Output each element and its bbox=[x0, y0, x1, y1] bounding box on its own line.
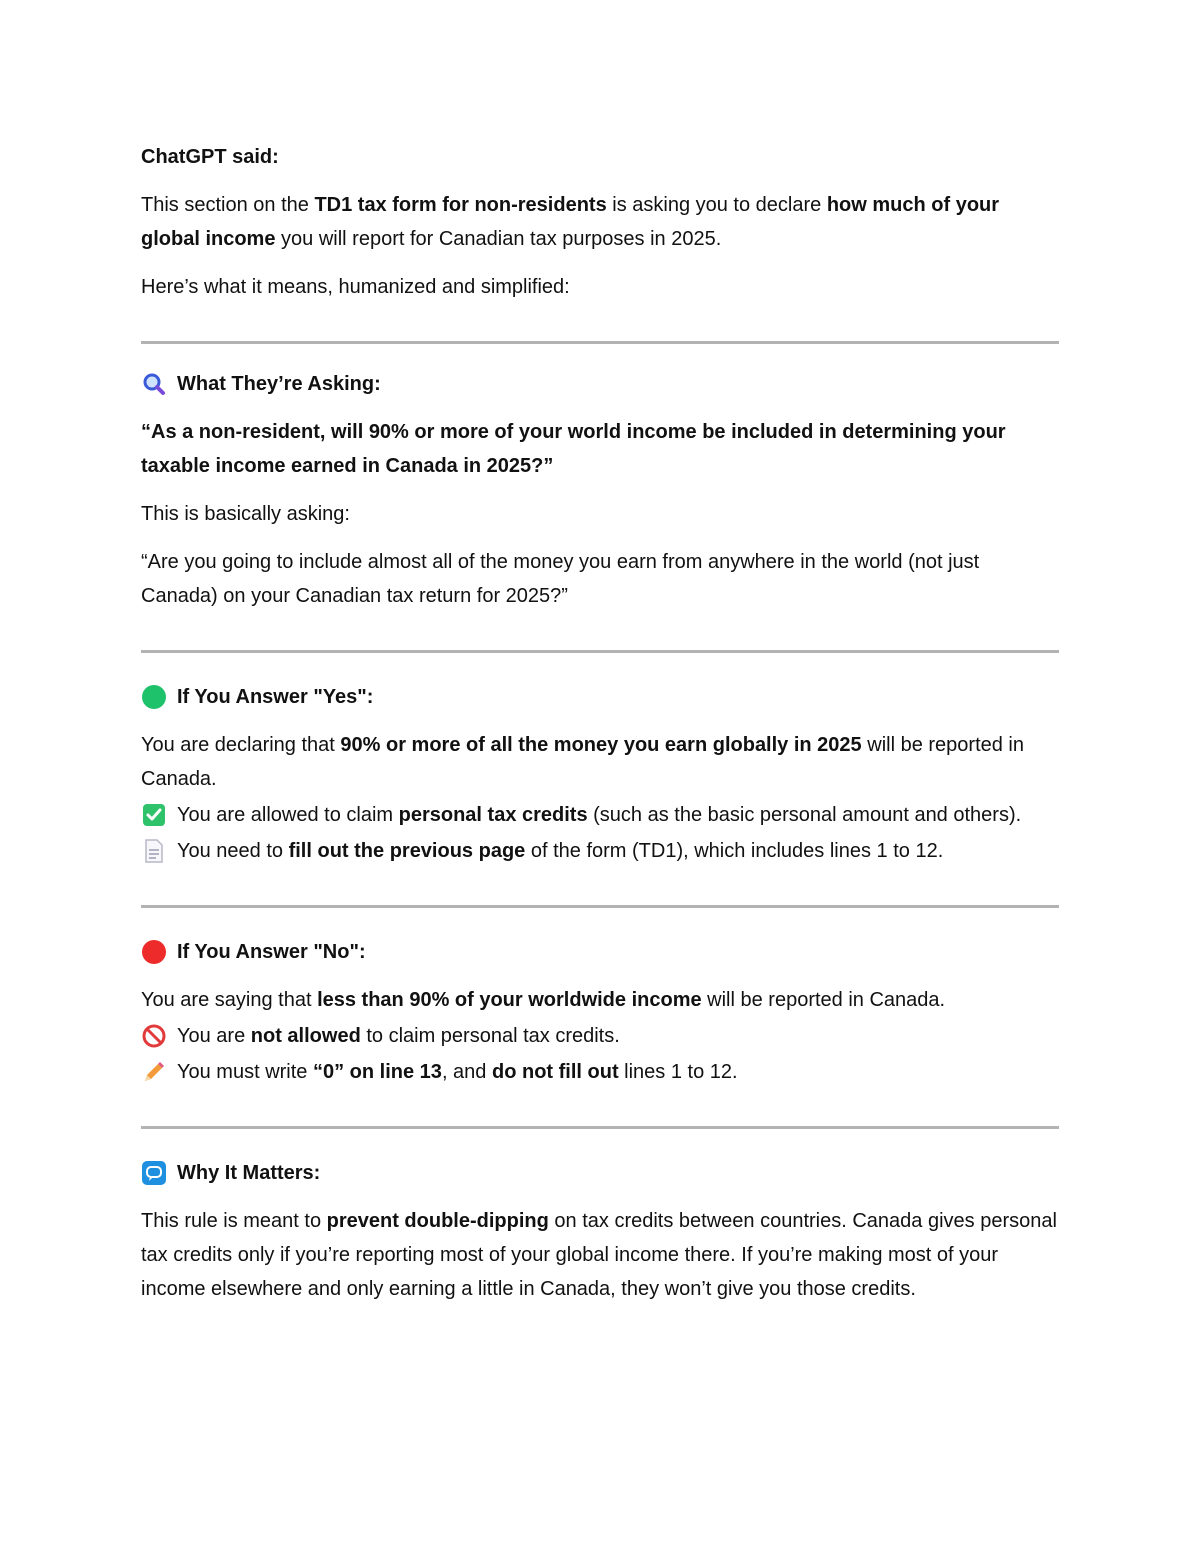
intro-subtext: Here’s what it means, humanized and simplified: bbox=[141, 276, 570, 298]
intro-paragraph: This section on the TD1 tax form for non-residents is asking you to declare how much of your global income you will report for Canadian tax purposes in 2025. bbox=[141, 194, 1000, 250]
magnifier-icon bbox=[141, 371, 167, 397]
section-heading-asking: What They’re Asking: bbox=[141, 367, 1061, 401]
no-credits-line: You are not allowed to claim personal tax credits. bbox=[141, 1019, 1061, 1053]
divider bbox=[141, 905, 1059, 908]
yes-fill-line: You need to fill out the previous page of the form (TD1), which includes lines 1 to 12. bbox=[141, 834, 1061, 868]
divider bbox=[141, 650, 1059, 653]
divider bbox=[141, 1126, 1059, 1129]
pencil-icon bbox=[141, 1059, 167, 1085]
section-heading-matters: Why It Matters: bbox=[141, 1156, 1061, 1190]
no-write-line: You must write “0” on line 13, and do not fill out lines 1 to 12. bbox=[141, 1055, 1061, 1089]
speech-bubble-icon bbox=[141, 1160, 167, 1186]
document-icon bbox=[141, 838, 167, 864]
red-circle-icon bbox=[141, 939, 167, 965]
section-heading-no: If You Answer "No": bbox=[141, 935, 1061, 969]
no-declaration: You are saying that less than 90% of your worldwide income will be reported in Canada. bbox=[141, 989, 946, 1011]
document-page bbox=[141, 140, 1061, 1306]
author-label: ChatGPT said: bbox=[141, 146, 279, 168]
yes-declaration: You are declaring that 90% or more of all the money you earn globally in 2025 will be reported in Canada. bbox=[141, 734, 1024, 790]
question-quote: “As a non-resident, will 90% or more of your world income be included in determining your taxable income earned in Canada in 2025?” bbox=[141, 421, 1006, 477]
green-circle-icon bbox=[141, 684, 167, 710]
check-mark-icon bbox=[141, 802, 167, 828]
section-heading-yes: If You Answer "Yes": bbox=[141, 680, 1061, 714]
yes-credits-line: You are allowed to claim personal tax credits (such as the basic personal amount and others). bbox=[141, 798, 1061, 832]
divider bbox=[141, 341, 1059, 344]
prohibited-icon bbox=[141, 1023, 167, 1049]
basically-text: This is basically asking: bbox=[141, 503, 350, 525]
matters-paragraph: This rule is meant to prevent double-dipping on tax credits between countries. Canada gives personal tax credits only if you’re reporting most of your global income there. If you’re making most of your income elsewhere and only earning a little in Canada, they won’t give you those credits. bbox=[141, 1210, 1057, 1300]
plain-question: “Are you going to include almost all of the money you earn from anywhere in the world (not just Canada) on your Canadian tax return for 2025?” bbox=[141, 551, 980, 607]
